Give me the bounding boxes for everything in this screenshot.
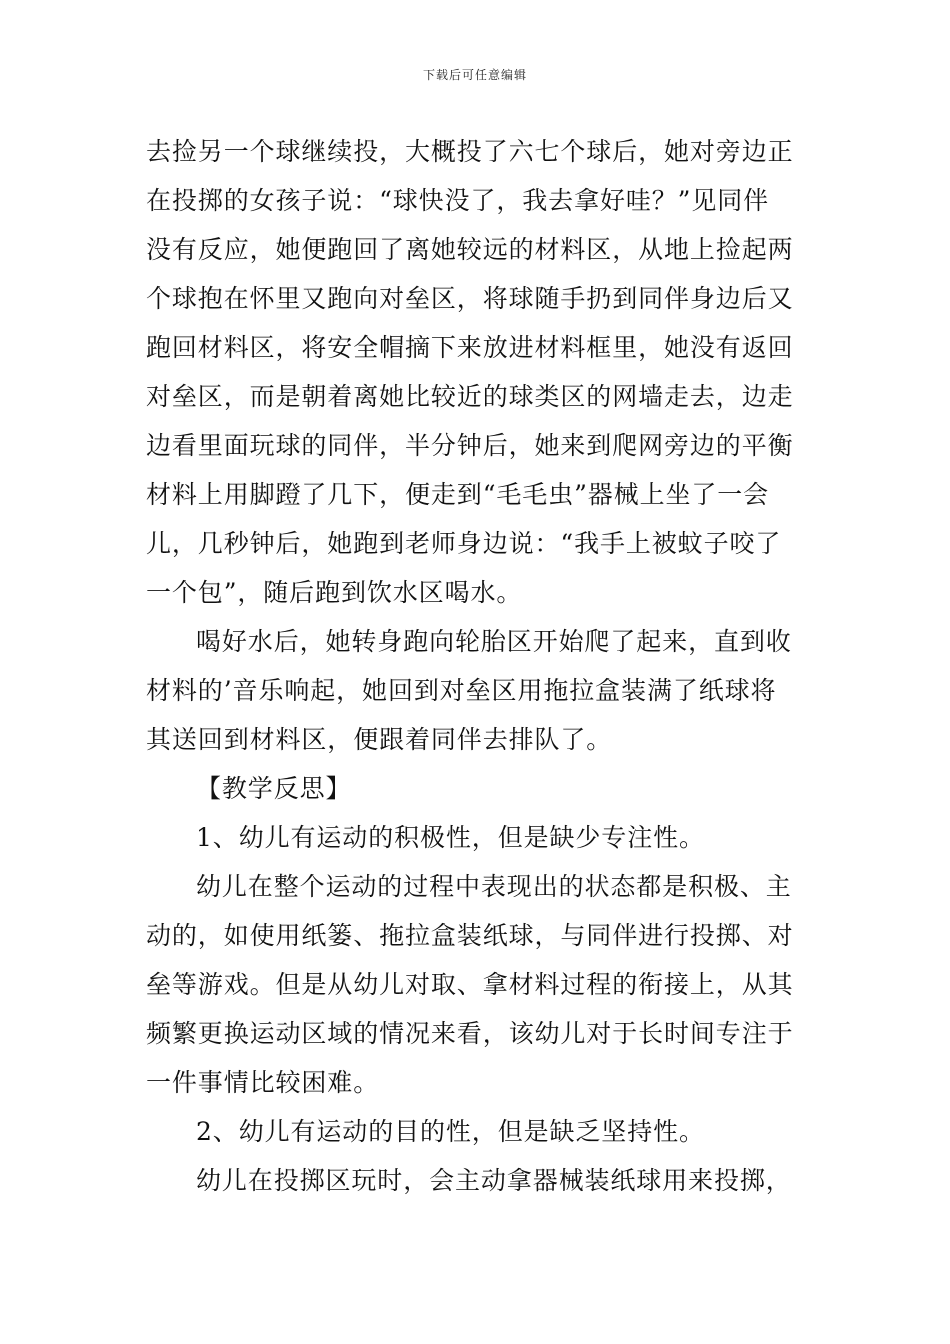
text-line: 儿，几秒钟后，她跑到老师身边说：“我手上被蚊子咬了 [146,529,782,558]
page-header: 下载后可任意编辑 [422,68,527,82]
text-line: 去捡另一个球继续投，大概投了六七个球后，她对旁边正 [146,137,794,166]
text-line: 一件事情比较困难。 [146,1068,380,1097]
text-line: 个球抱在怀里又跑向对垒区，将球随手扔到同伴身边后又 [146,284,794,313]
text-line: 边看里面玩球的同伴，半分钟后，她来到爬网旁边的平衡 [146,431,794,460]
body-text [146,127,810,1205]
numbered-point: 1、幼儿有运动的积极性，但是缺少专注性。 [196,823,705,852]
text-line: 材料的’音乐响起，她回到对垒区用拖拉盒装满了纸球将 [146,676,777,705]
text-line: 垒等游戏。但是从幼儿对取、拿材料过程的衔接上，从其 [146,970,794,999]
text-line: 没有反应，她便跑回了离她较远的材料区，从地上捡起两 [146,235,794,264]
paragraph-first-line: 幼儿在投掷区玩时，会主动拿器械装纸球用来投掷， [196,1166,792,1195]
text-line: 其送回到材料区，便跟着同伴去排队了。 [146,725,613,754]
text-line: 对垒区，而是朝着离她比较近的球类区的网墙走去，边走 [146,382,794,411]
text-line: 材料上用脚蹬了几下，便走到“毛毛虫”器械上坐了一会 [146,480,770,509]
paragraph-first-line: 喝好水后，她转身跑向轮胎区开始爬了起来，直到收 [196,627,792,656]
section-heading: 【教学反思】 [196,774,352,803]
paragraph-first-line: 幼儿在整个运动的过程中表现出的状态都是积极、主 [196,872,792,901]
text-line: 一个包”，随后跑到饮水区喝水。 [146,578,523,607]
text-line: 动的，如使用纸篓、拖拉盒装纸球，与同伴进行投掷、对 [146,921,794,950]
text-line: 跑回材料区，将安全帽摘下来放进材料框里，她没有返回 [146,333,794,362]
text-line: 在投掷的女孩子说：“球快没了，我去拿好哇？”见同伴 [146,186,770,215]
text-line: 频繁更换运动区域的情况来看，该幼儿对于长时间专注于 [146,1019,794,1048]
numbered-point: 2、幼儿有运动的目的性，但是缺乏坚持性。 [196,1117,705,1146]
